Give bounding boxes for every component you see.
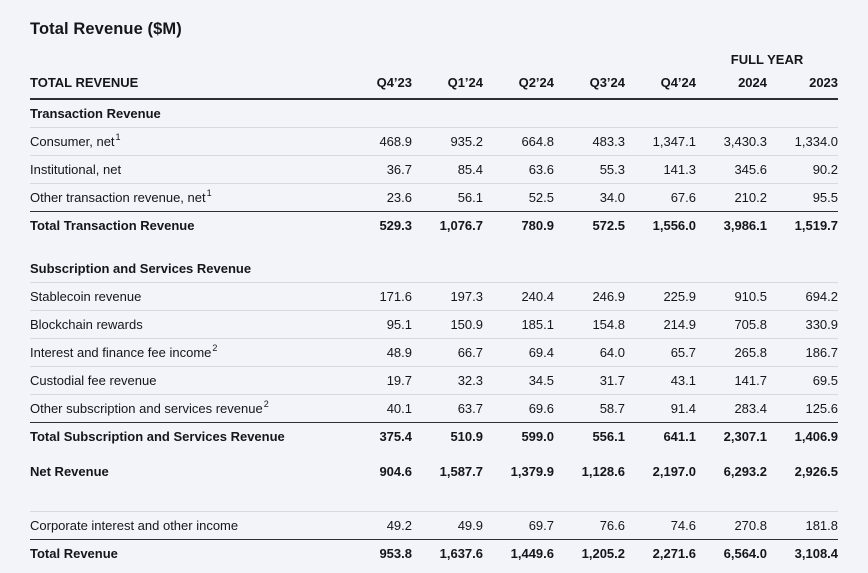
cell-value: 904.6: [379, 464, 412, 479]
cell-value: 1,379.9: [510, 464, 554, 479]
cell-value: [341, 100, 412, 128]
table-row-subscription-and-services-revenue: [30, 255, 838, 283]
cell-value: 40.1: [341, 395, 412, 423]
table-row-total-revenue: [30, 540, 838, 567]
table-row-other-transaction-revenue-net: [30, 184, 838, 212]
footnote-marker: 1: [115, 131, 121, 142]
footnote-marker: 2: [263, 398, 269, 409]
table-row-net-revenue: [30, 458, 838, 485]
table-row-total-subscription-and-services-revenue: [30, 423, 838, 450]
cell-value: 31.7: [554, 367, 625, 395]
cell-value: [412, 100, 483, 128]
spacer-row: [30, 239, 838, 255]
cell-value: 34.0: [554, 184, 625, 212]
cell-value: 2,307.1: [723, 429, 767, 444]
cell-value: 2,271.6: [652, 546, 696, 561]
row-label: Other transaction revenue, net$^1$: [30, 184, 341, 212]
table-row-custodial-fee-revenue: [30, 367, 838, 395]
spacer-row: [30, 485, 838, 512]
cell-value: 225.9: [625, 283, 696, 311]
cell-value: 1,519.7: [794, 218, 839, 233]
cell-value: 641.1: [663, 429, 696, 444]
cell-value: 572.5: [592, 218, 625, 233]
cell-value: 150.9: [412, 311, 483, 339]
cell-value: 63.6: [483, 156, 554, 184]
table-row-interest-and-finance-fee-income: [30, 339, 838, 367]
cell-value: 66.7: [412, 339, 483, 367]
cell-value: 125.6: [767, 395, 838, 423]
cell-value: 6,564.0: [723, 546, 767, 561]
cell-value: 43.1: [625, 367, 696, 395]
cell-value: 3,986.1: [723, 218, 767, 233]
cell-value: 36.7: [341, 156, 412, 184]
cell-value: 85.4: [412, 156, 483, 184]
column-header-row: [30, 72, 838, 100]
cell-value: [554, 255, 625, 283]
group-header-spacer: [30, 52, 696, 72]
cell-value: 283.4: [696, 395, 767, 423]
cell-value: 67.6: [625, 184, 696, 212]
cell-value: [625, 100, 696, 128]
cell-value: 23.6: [341, 184, 412, 212]
cell-value: 69.4: [483, 339, 554, 367]
cell-value: 64.0: [554, 339, 625, 367]
row-label: Total Revenue: [30, 546, 118, 561]
cell-value: 910.5: [696, 283, 767, 311]
row-label: Institutional, net: [30, 156, 341, 184]
row-spacer: [30, 485, 838, 512]
cell-value: 664.8: [483, 128, 554, 156]
table-row-total-transaction-revenue: [30, 212, 838, 239]
cell-value: 3,108.4: [794, 546, 839, 561]
page-title: Total Revenue ($M): [30, 20, 182, 38]
cell-value: 197.3: [412, 283, 483, 311]
table-row-blockchain-rewards: [30, 311, 838, 339]
cell-value: 76.6: [554, 512, 625, 540]
cell-value: 1,556.0: [652, 218, 696, 233]
cell-value: 186.7: [767, 339, 838, 367]
cell-value: 1,205.2: [581, 546, 625, 561]
row-label: Consumer, net$^1$: [30, 128, 341, 156]
cell-value: 210.2: [696, 184, 767, 212]
cell-value: 1,406.9: [794, 429, 839, 444]
cell-value: 74.6: [625, 512, 696, 540]
cell-value: [767, 100, 838, 128]
cell-value: 1,449.6: [510, 546, 554, 561]
cell-value: 49.2: [341, 512, 412, 540]
cell-value: 69.6: [483, 395, 554, 423]
cell-value: 34.5: [483, 367, 554, 395]
column-header-q3-24: Q3’24: [554, 72, 625, 100]
cell-value: 56.1: [412, 184, 483, 212]
footnote-marker: 1: [206, 187, 212, 198]
cell-value: 1,334.0: [767, 128, 838, 156]
revenue-table: [30, 52, 838, 567]
cell-value: 468.9: [341, 128, 412, 156]
row-label: Interest and finance fee income$^2$: [30, 339, 341, 367]
table-row-institutional-net: [30, 156, 838, 184]
cell-value: 556.1: [592, 429, 625, 444]
row-label: Stablecoin revenue: [30, 283, 341, 311]
cell-value: 935.2: [412, 128, 483, 156]
cell-value: 95.5: [767, 184, 838, 212]
cell-value: 1,347.1: [625, 128, 696, 156]
revenue-table-body: [30, 100, 838, 567]
cell-value: 6,293.2: [723, 464, 767, 479]
cell-value: 58.7: [554, 395, 625, 423]
cell-value: [412, 255, 483, 283]
column-header-q4-23: Q4’23: [341, 72, 412, 100]
table-row-other-subscription-and-services-revenue: [30, 395, 838, 423]
cell-value: 599.0: [521, 429, 554, 444]
table-row-corporate-interest-and-other-income: [30, 512, 838, 540]
cell-value: 694.2: [767, 283, 838, 311]
full-year-header: FULL YEAR: [730, 52, 804, 67]
cell-value: 91.4: [625, 395, 696, 423]
cell-value: 246.9: [554, 283, 625, 311]
cell-value: 953.8: [379, 546, 412, 561]
cell-value: 265.8: [696, 339, 767, 367]
cell-value: 32.3: [412, 367, 483, 395]
cell-value: 705.8: [696, 311, 767, 339]
cell-value: 69.5: [767, 367, 838, 395]
cell-value: 19.7: [341, 367, 412, 395]
cell-value: [483, 100, 554, 128]
cell-value: 345.6: [696, 156, 767, 184]
cell-value: [767, 255, 838, 283]
column-header-fy-2023: 2023: [767, 72, 838, 100]
cell-value: 1,637.6: [439, 546, 483, 561]
table-row-consumer-net: [30, 128, 838, 156]
column-header-q2-24: Q2’24: [483, 72, 554, 100]
table-header: [30, 52, 838, 100]
cell-value: 49.9: [412, 512, 483, 540]
row-label: Other subscription and services revenue$^2$: [30, 395, 341, 423]
cell-value: 63.7: [412, 395, 483, 423]
cell-value: 48.9: [341, 339, 412, 367]
footnote-marker: 2: [212, 342, 218, 353]
cell-value: 1,128.6: [581, 464, 625, 479]
cell-value: 270.8: [696, 512, 767, 540]
cell-value: [696, 255, 767, 283]
cell-value: 154.8: [554, 311, 625, 339]
spacer-row: [30, 450, 838, 458]
cell-value: 1,587.7: [439, 464, 483, 479]
cell-value: [554, 100, 625, 128]
cell-value: 375.4: [379, 429, 412, 444]
cell-value: 529.3: [379, 218, 412, 233]
cell-value: 141.3: [625, 156, 696, 184]
cell-value: 90.2: [767, 156, 838, 184]
column-header-fy-2024: 2024: [696, 72, 767, 100]
cell-value: 141.7: [696, 367, 767, 395]
full-year-group-row: [30, 52, 838, 72]
cell-value: 52.5: [483, 184, 554, 212]
cell-value: 55.3: [554, 156, 625, 184]
cell-value: 1,076.7: [439, 218, 483, 233]
cell-value: 2,197.0: [652, 464, 696, 479]
cell-value: 95.1: [341, 311, 412, 339]
cell-value: 780.9: [521, 218, 554, 233]
cell-value: 510.9: [450, 429, 483, 444]
row-label: Transaction Revenue: [30, 100, 341, 128]
cell-value: 2,926.5: [794, 464, 839, 479]
row-label: Net Revenue: [30, 464, 109, 479]
cell-value: [625, 255, 696, 283]
cell-value: [696, 100, 767, 128]
cell-value: 171.6: [341, 283, 412, 311]
cell-value: [483, 255, 554, 283]
column-header-q4-24: Q4’24: [625, 72, 696, 100]
cell-value: [341, 255, 412, 283]
cell-value: 483.3: [554, 128, 625, 156]
row-label: Total Transaction Revenue: [30, 218, 195, 233]
row-spacer: [30, 450, 838, 458]
cell-value: 330.9: [767, 311, 838, 339]
row-spacer: [30, 239, 838, 255]
row-label: Corporate interest and other income: [30, 512, 341, 540]
cell-value: 214.9: [625, 311, 696, 339]
row-label: Custodial fee revenue: [30, 367, 341, 395]
column-header-q1-24: Q1’24: [412, 72, 483, 100]
column-header-total-revenue: TOTAL REVENUE: [30, 72, 341, 100]
row-label: Blockchain rewards: [30, 311, 341, 339]
cell-value: 65.7: [625, 339, 696, 367]
cell-value: 185.1: [483, 311, 554, 339]
cell-value: 181.8: [767, 512, 838, 540]
cell-value: 240.4: [483, 283, 554, 311]
row-label: Total Subscription and Services Revenue: [30, 429, 285, 444]
table-row-stablecoin-revenue: [30, 283, 838, 311]
cell-value: 3,430.3: [696, 128, 767, 156]
row-label: Subscription and Services Revenue: [30, 255, 341, 283]
table-row-transaction-revenue: [30, 100, 838, 128]
cell-value: 69.7: [483, 512, 554, 540]
